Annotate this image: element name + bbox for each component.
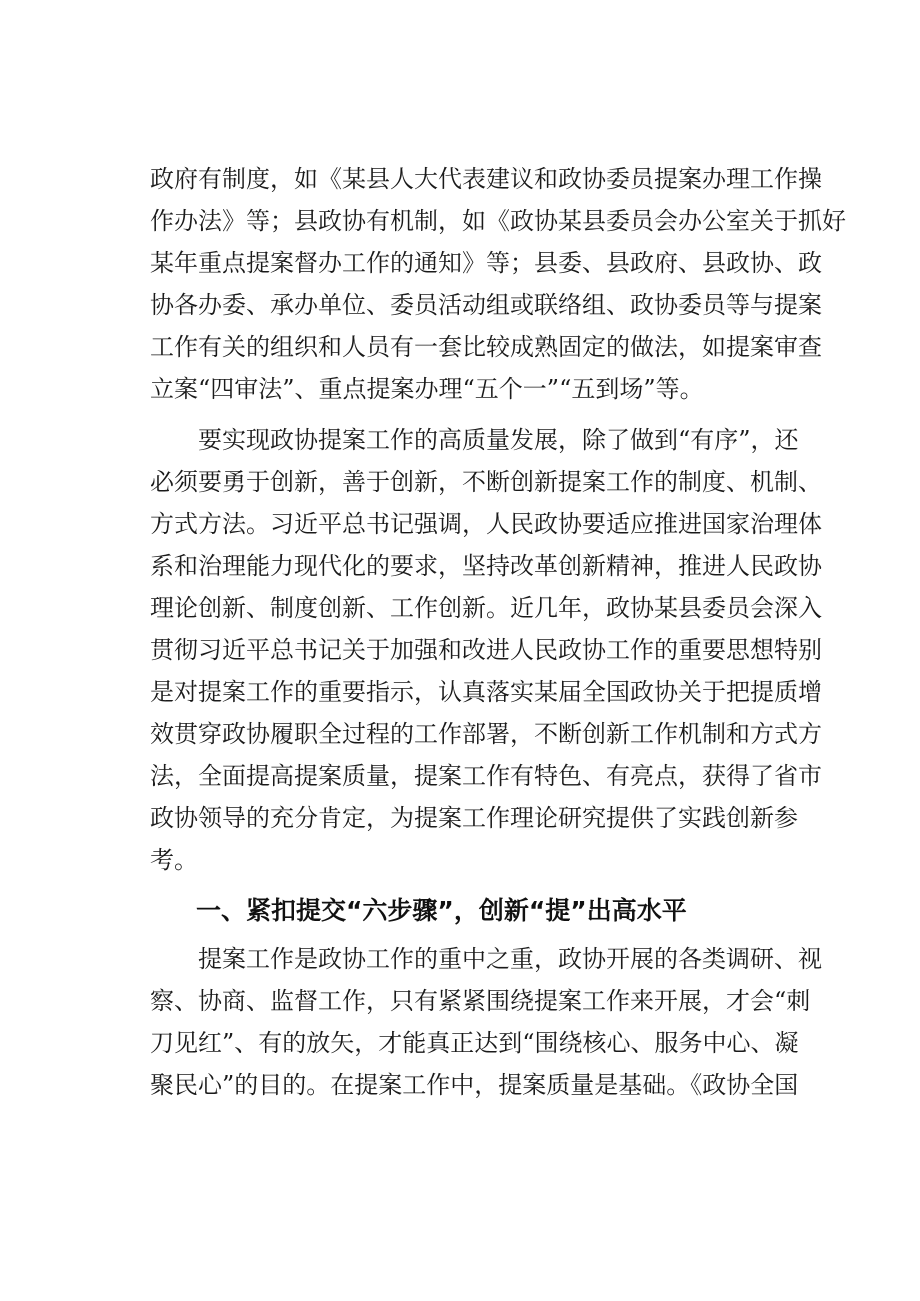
paragraph-2-line-4: 系和治理能力现代化的要求，坚持改革创新精神，推进人民政协 — [150, 552, 822, 580]
section-heading-1: 一、紧扣提交“六步骤”，创新“提”出高水平 — [196, 896, 687, 925]
paragraph-2-line-11: 考。 — [150, 846, 198, 874]
paragraph-2-line-3: 方式方法。习近平总书记强调，人民政协要适应推进国家治理体 — [150, 510, 822, 538]
paragraph-1-line-5: 工作有关的组织和人员有一套比较成熟固定的做法，如提案审查 — [150, 333, 822, 361]
paragraph-3-line-3: 刀见红”、有的放矢，才能真正达到“围绕核心、服务中心、凝 — [150, 1029, 799, 1057]
paragraph-2-line-7: 是对提案工作的重要指示，认真落实某届全国政协关于把提质增 — [150, 678, 822, 706]
paragraph-2-line-10: 政协领导的充分肯定，为提案工作理论研究提供了实践创新参 — [150, 804, 798, 832]
paragraph-2-line-9: 法，全面提高提案质量，提案工作有特色、有亮点，获得了省市 — [150, 762, 822, 790]
paragraph-1-line-1: 政府有制度，如《某县人大代表建议和政协委员提案办理工作操 — [150, 165, 822, 193]
paragraph-1-line-4: 协各办委、承办单位、委员活动组或联络组、政协委员等与提案 — [150, 291, 822, 319]
paragraph-2-line-5: 理论创新、制度创新、工作创新。近几年，政协某县委员会深入 — [150, 594, 822, 622]
paragraph-1-line-2: 作办法》等；县政协有机制，如《政协某县委员会办公室关于抓好 — [150, 207, 846, 235]
paragraph-2-line-1: 要实现政协提案工作的高质量发展，除了做到“有序”，还 — [198, 426, 799, 454]
paragraph-1-line-6: 立案“四审法”、重点提案办理“五个一”“五到场”等。 — [150, 375, 704, 403]
paragraph-3-line-1: 提案工作是政协工作的重中之重，政协开展的各类调研、视 — [198, 945, 822, 973]
paragraph-3-line-4: 聚民心”的目的。在提案工作中，提案质量是基础。《政协全国 — [150, 1071, 799, 1099]
paragraph-2-line-2: 必须要勇于创新，善于创新，不断创新提案工作的制度、机制、 — [150, 468, 822, 496]
paragraph-2-line-8: 效贯穿政协履职全过程的工作部署，不断创新工作机制和方式方 — [150, 720, 822, 748]
paragraph-1-line-3: 某年重点提案督办工作的通知》等；县委、县政府、县政协、政 — [150, 249, 822, 277]
paragraph-3-line-2: 察、协商、监督工作，只有紧紧围绕提案工作来开展，才会“刺 — [150, 987, 811, 1015]
paragraph-2-line-6: 贯彻习近平总书记关于加强和改进人民政协工作的重要思想特别 — [150, 636, 822, 664]
